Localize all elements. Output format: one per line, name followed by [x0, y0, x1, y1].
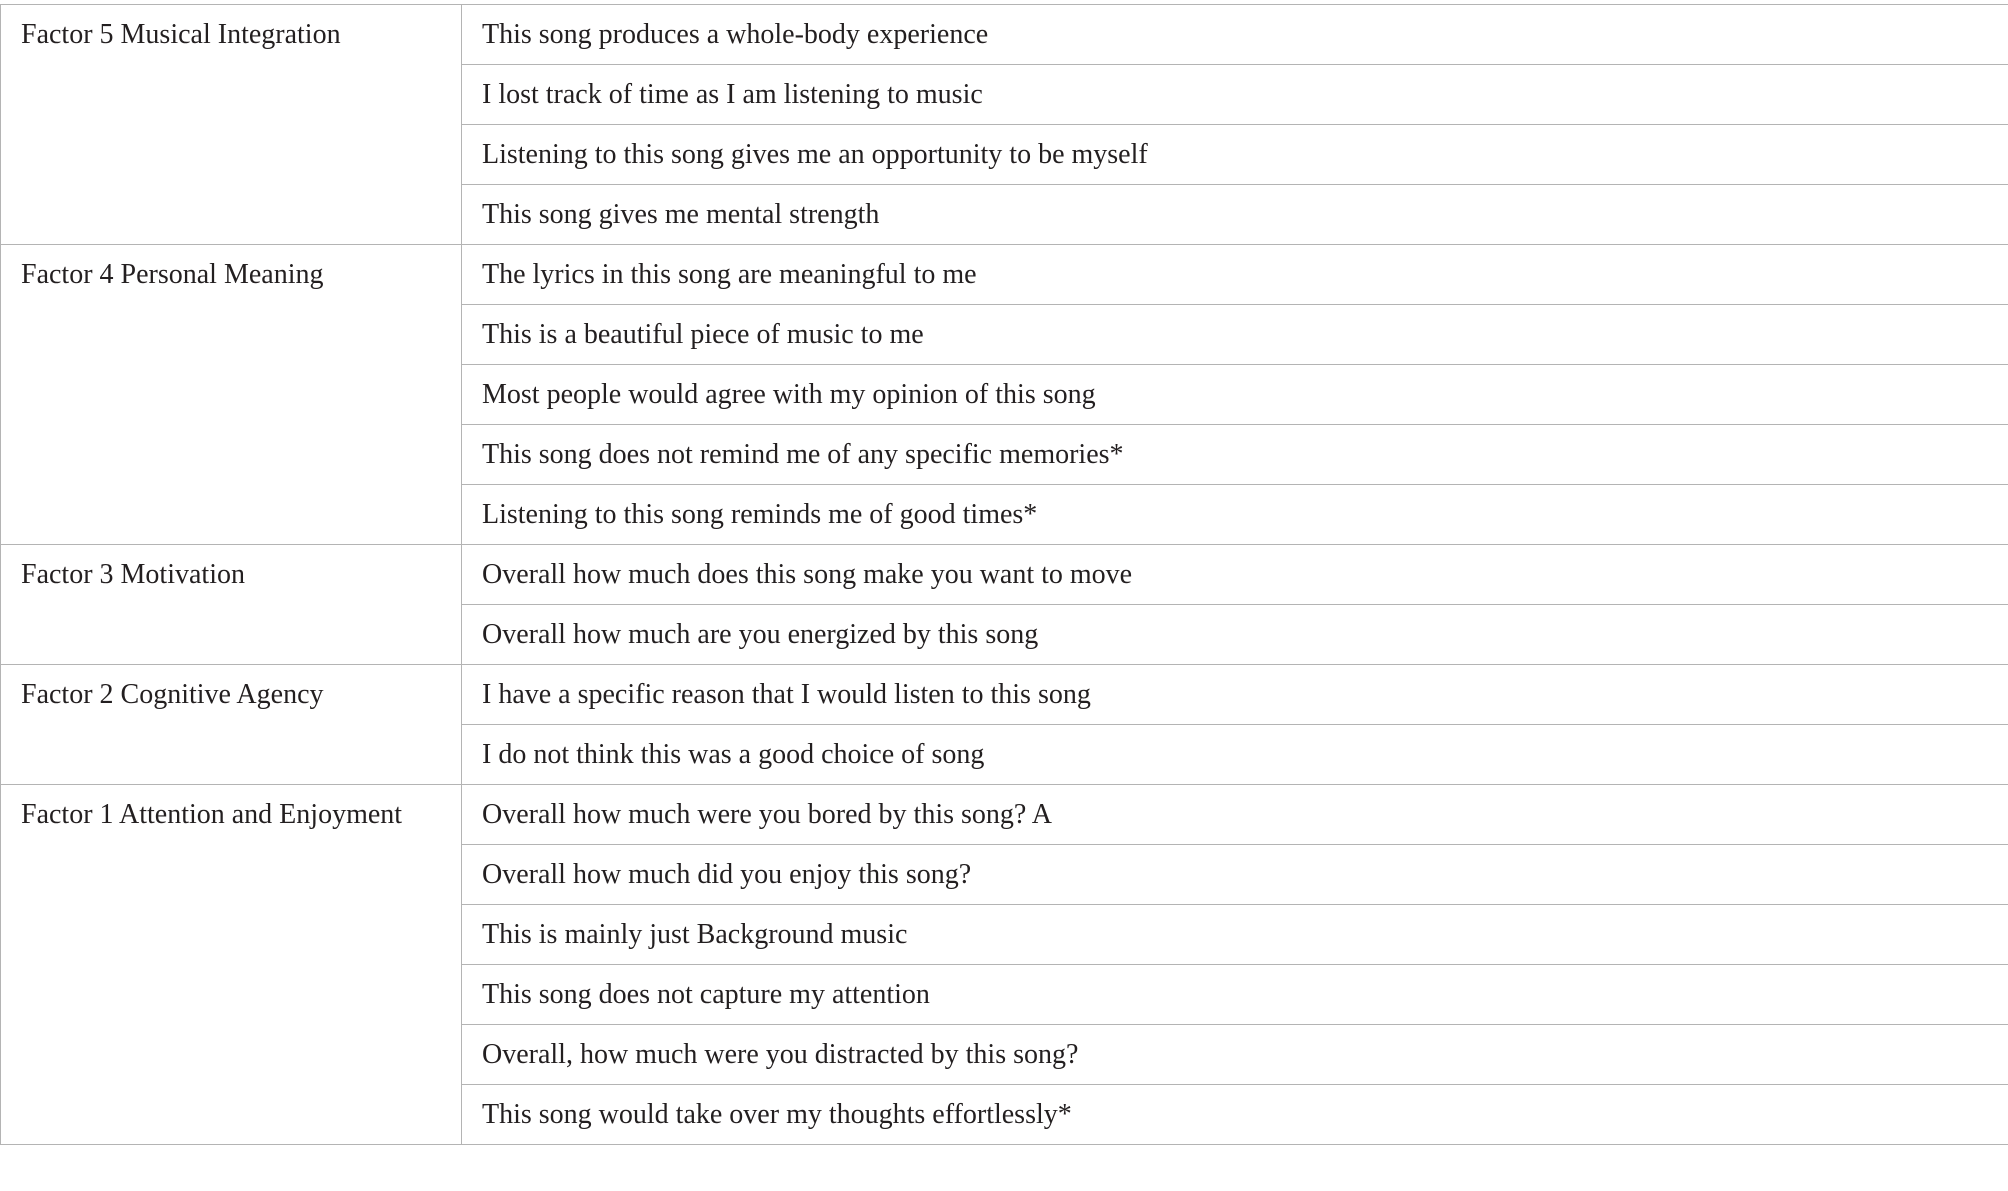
item-cell: Overall how much did you enjoy this song?: [462, 845, 2008, 905]
item-cell: This song does not remind me of any specific memories*: [462, 425, 2008, 485]
factor-items-table: [0, 4, 2008, 1145]
table-row: [1, 245, 2008, 305]
item-cell: This song would take over my thoughts effortlessly*: [462, 1085, 2008, 1145]
factor-3-label: Factor 3 Motivation: [1, 545, 462, 665]
table-row: [1, 785, 2008, 845]
item-cell: The lyrics in this song are meaningful to me: [462, 245, 2008, 305]
factor-1-label: Factor 1 Attention and Enjoyment: [1, 785, 462, 1145]
item-cell: This song does not capture my attention: [462, 965, 2008, 1025]
table-row: [1, 5, 2008, 65]
factor-5-label: Factor 5 Musical Integration: [1, 5, 462, 245]
item-cell: I have a specific reason that I would listen to this song: [462, 665, 2008, 725]
item-cell: I do not think this was a good choice of song: [462, 725, 2008, 785]
table-row: [1, 545, 2008, 605]
item-cell: Overall how much were you bored by this song? A: [462, 785, 2008, 845]
factor-4-label: Factor 4 Personal Meaning: [1, 245, 462, 545]
item-cell: Overall how much are you energized by this song: [462, 605, 2008, 665]
item-cell: Overall, how much were you distracted by this song?: [462, 1025, 2008, 1085]
item-cell: Most people would agree with my opinion of this song: [462, 365, 2008, 425]
item-cell: This song gives me mental strength: [462, 185, 2008, 245]
factor-2-label: Factor 2 Cognitive Agency: [1, 665, 462, 785]
table-row: [1, 665, 2008, 725]
item-cell: Overall how much does this song make you want to move: [462, 545, 2008, 605]
item-cell: Listening to this song reminds me of good times*: [462, 485, 2008, 545]
item-cell: I lost track of time as I am listening to music: [462, 65, 2008, 125]
item-cell: This is mainly just Background music: [462, 905, 2008, 965]
item-cell: This is a beautiful piece of music to me: [462, 305, 2008, 365]
item-cell: This song produces a whole-body experience: [462, 5, 2008, 65]
item-cell: Listening to this song gives me an opportunity to be myself: [462, 125, 2008, 185]
